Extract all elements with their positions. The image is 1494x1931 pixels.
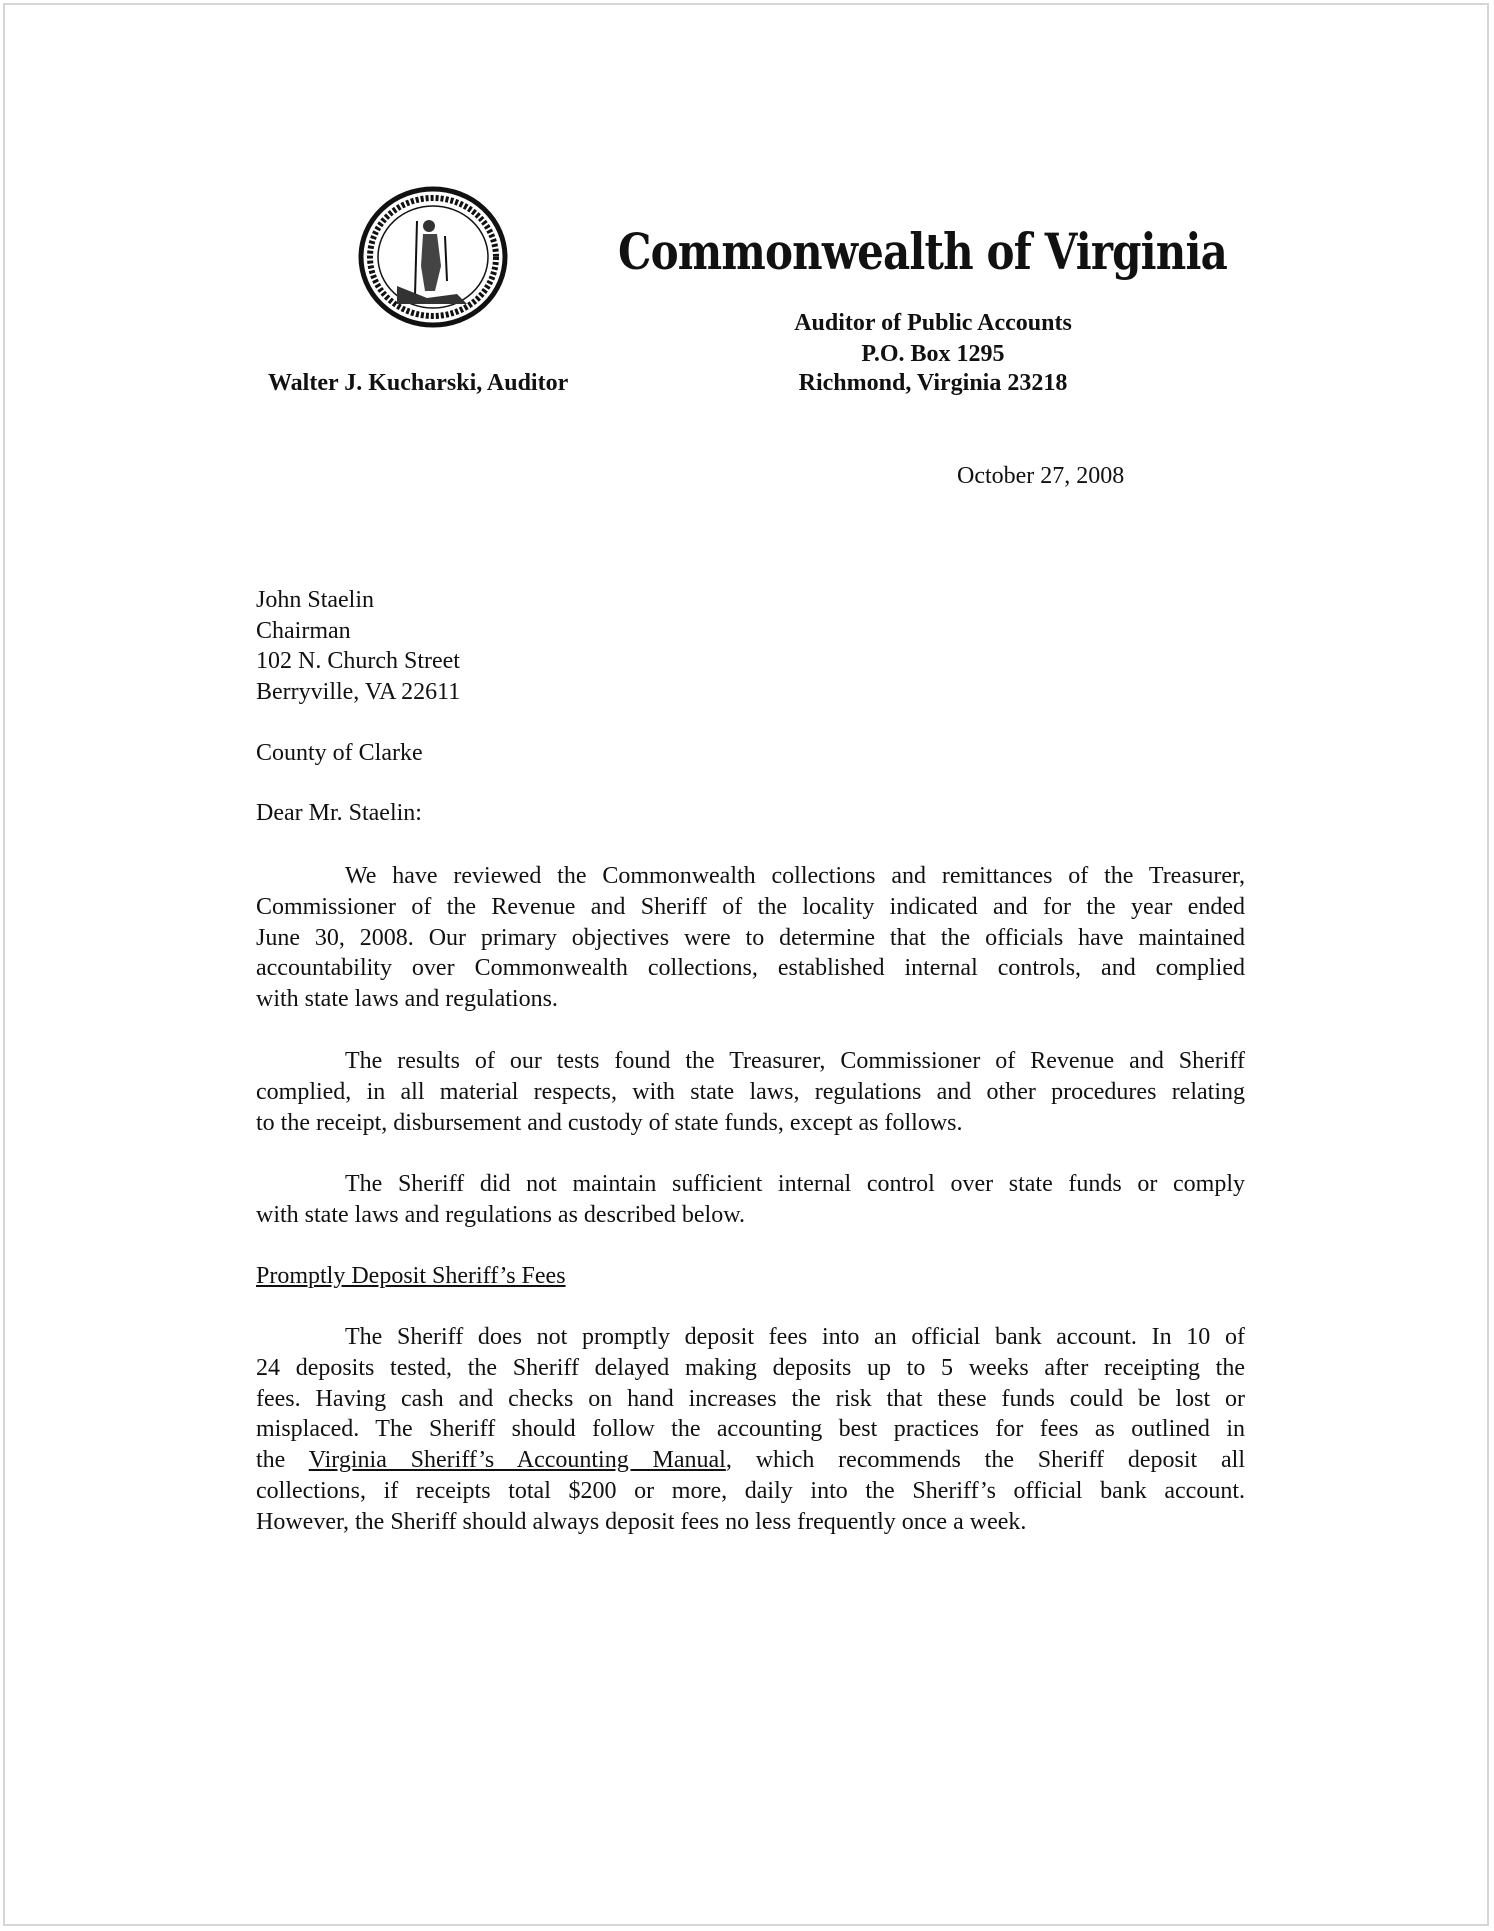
text-line: The Sheriff does not promptly deposit fees into an official bank account. In 10 of (345, 1324, 1245, 1350)
recipient-line: Berryville, VA 22611 (256, 679, 461, 705)
text-fragment: , which recommends the Sheriff deposit all (725, 1447, 1245, 1474)
text-line: Commissioner of the Revenue and Sheriff of the locality indicated and for the year ended (256, 893, 1245, 920)
text-line: The results of our tests found the Treasurer, Commissioner of Revenue and Sheriff (345, 1048, 1245, 1074)
section-heading: Promptly Deposit Sheriff’s Fees (256, 1263, 566, 1289)
letterhead-title: Commonwealth of Virginia (618, 222, 1227, 281)
recipient-line: John Staelin (256, 587, 374, 613)
text-line: with state laws and regulations. (256, 986, 558, 1013)
text-line (256, 1445, 1245, 1476)
text-line: to the receipt, disbursement and custody of state funds, except as follows. (256, 1109, 963, 1136)
salutation: Dear Mr. Staelin: (256, 800, 422, 826)
text-line: We have reviewed the Commonwealth collections and remittances of the Treasurer, (345, 863, 1245, 889)
city-address: Richmond, Virginia 23218 (798, 370, 1068, 396)
paragraph (256, 861, 1245, 1015)
text-line: collections, if receipts total $200 or more, daily into the Sheriff’s official bank account. (256, 1477, 1245, 1504)
virginia-seal-logo (357, 186, 509, 328)
paragraph (256, 1169, 1245, 1231)
paragraph (256, 1046, 1245, 1138)
office-name: Auditor of Public Accounts (794, 310, 1072, 336)
text-line: with state laws and regulations as described below. (256, 1201, 745, 1228)
letter-date: October 27, 2008 (957, 463, 1125, 489)
text-line: 24 deposits tested, the Sheriff delayed making deposits up to 5 weeks after receipting the (256, 1354, 1245, 1381)
text-line: misplaced. The Sheriff should follow the accounting best practices for fees as outlined in (256, 1416, 1245, 1443)
manual-title: Virginia Sheriff’s Accounting Manual (308, 1447, 726, 1474)
po-box: P.O. Box 1295 (861, 341, 1005, 367)
text-line: complied, in all material respects, with state laws, regulations and other procedures relating (256, 1078, 1245, 1105)
locality: County of Clarke (256, 740, 423, 766)
text-line: The Sheriff did not maintain sufficient internal control over state funds or comply (345, 1171, 1245, 1197)
text-line: fees. Having cash and checks on hand increases the risk that these funds could be lost or (256, 1385, 1245, 1412)
text-line: accountability over Commonwealth collections, established internal controls, and complied (256, 955, 1245, 982)
text-fragment: the (256, 1447, 286, 1474)
text-line: June 30, 2008. Our primary objectives were to determine that the officials have maintained (256, 924, 1245, 951)
text-line: However, the Sheriff should always deposit fees no less frequently once a week. (256, 1508, 1027, 1535)
recipient-line: Chairman (256, 618, 351, 644)
recipient-line: 102 N. Church Street (256, 648, 460, 674)
finding-paragraph (256, 1322, 1245, 1538)
auditor-name: Walter J. Kucharski, Auditor (268, 370, 569, 396)
